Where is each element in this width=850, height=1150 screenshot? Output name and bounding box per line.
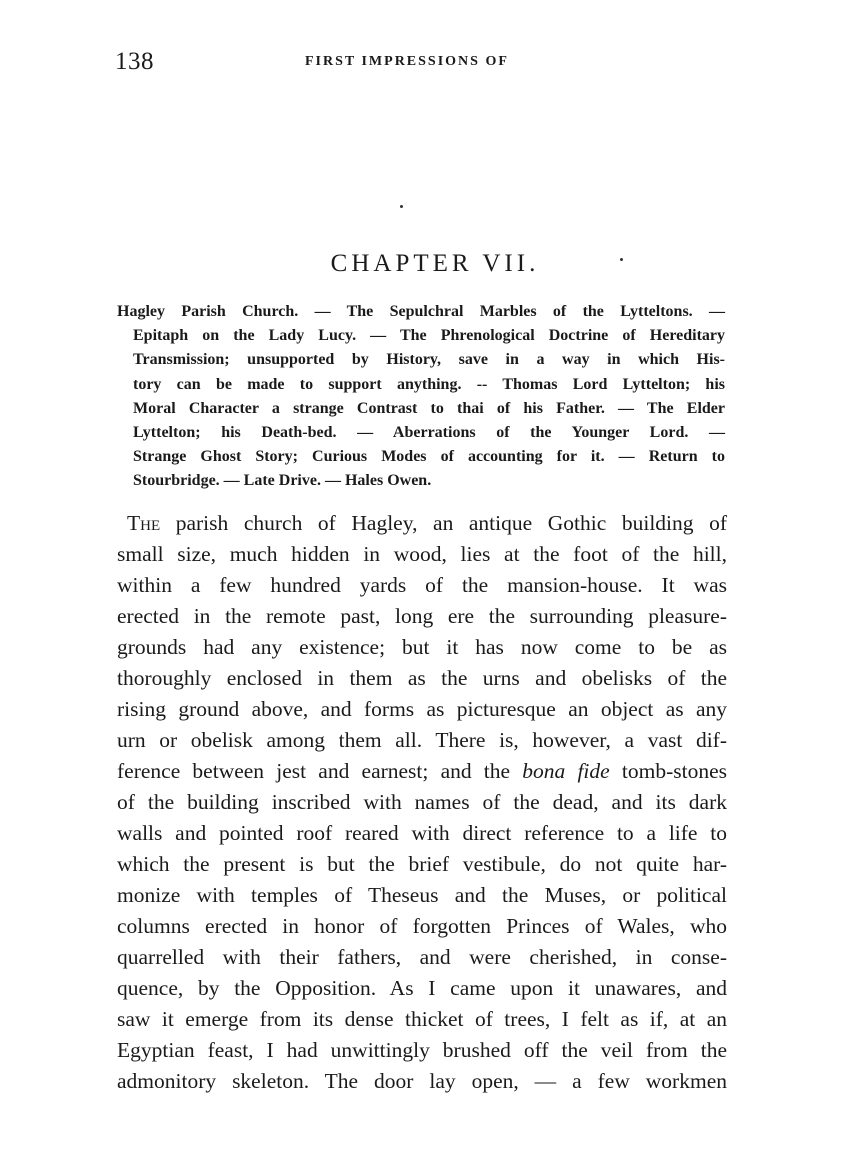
body-line: of the building inscribed with names of the dead, and its dark (117, 790, 727, 814)
chapter-synopsis (117, 300, 725, 494)
opening-word: The (127, 511, 161, 535)
synopsis-line: Moral Character a strange Contrast to thai of his Father. — The Elder (133, 399, 725, 417)
body-line: grounds had any existence; but it has now come to be as (117, 635, 727, 659)
body-line (117, 756, 727, 787)
body-line (117, 508, 727, 539)
body-paragraph (117, 508, 727, 1097)
body-line: columns erected in honor of forgotten Princes of Wales, who (117, 914, 727, 938)
body-line-text: ference between jest and earnest; and the (117, 759, 523, 783)
body-line: Egyptian feast, I had unwittingly brushed off the veil from the (117, 1038, 727, 1062)
body-line: quence, by the Opposition. As I came upon it unawares, and (117, 976, 727, 1000)
body-line: erected in the remote past, long ere the surrounding pleasure- (117, 604, 727, 628)
body-line: which the present is but the brief vestibule, do not quite har- (117, 852, 727, 876)
body-line: walls and pointed roof reared with direct reference to a life to (117, 821, 727, 845)
body-line-text: tomb-stones (609, 759, 727, 783)
body-line: urn or obelisk among them all. There is, however, a vast dif- (117, 728, 727, 752)
print-speck (400, 205, 403, 208)
body-line: monize with temples of Theseus and the Muses, or political (117, 883, 727, 907)
synopsis-line: Stourbridge. — Late Drive. — Hales Owen. (133, 472, 432, 490)
synopsis-line: tory can be made to support anything. -- Thomas Lord Lyttelton; his (133, 375, 725, 393)
body-line: rising ground above, and forms as picturesque an object as any (117, 697, 727, 721)
body-line: quarrelled with their fathers, and were cherished, in conse- (117, 945, 727, 969)
body-line: small size, much hidden in wood, lies at the foot of the hill, (117, 542, 727, 566)
synopsis-line: Strange Ghost Story; Curious Modes of accounting for it. — Return to (133, 448, 725, 466)
synopsis-line: Epitaph on the Lady Lucy. — The Phrenological Doctrine of Hereditary (133, 327, 725, 345)
body-line: admonitory skeleton. The door lay open, — a few workmen (117, 1069, 727, 1093)
synopsis-line: Hagley Parish Church. — The Sepulchral Marbles of the Lytteltons. — (117, 303, 725, 320)
synopsis-line: Transmission; unsupported by History, save in a way in which His- (133, 351, 725, 369)
synopsis-line: Lyttelton; his Death-bed. — Aberrations of the Younger Lord. — (133, 424, 725, 442)
body-line: saw it emerge from its dense thicket of trees, I felt as if, at an (117, 1007, 727, 1031)
chapter-title: CHAPTER VII. (330, 250, 540, 277)
running-head: FIRST IMPRESSIONS OF (305, 54, 509, 69)
italic-phrase: bona fide (522, 759, 610, 783)
body-line-text: parish church of Hagley, an antique Gothic building of (160, 511, 727, 535)
page-number: 138 (115, 48, 154, 75)
body-line: within a few hundred yards of the mansion-house. It was (117, 573, 727, 597)
body-line: thoroughly enclosed in them as the urns and obelisks of the (117, 666, 727, 690)
